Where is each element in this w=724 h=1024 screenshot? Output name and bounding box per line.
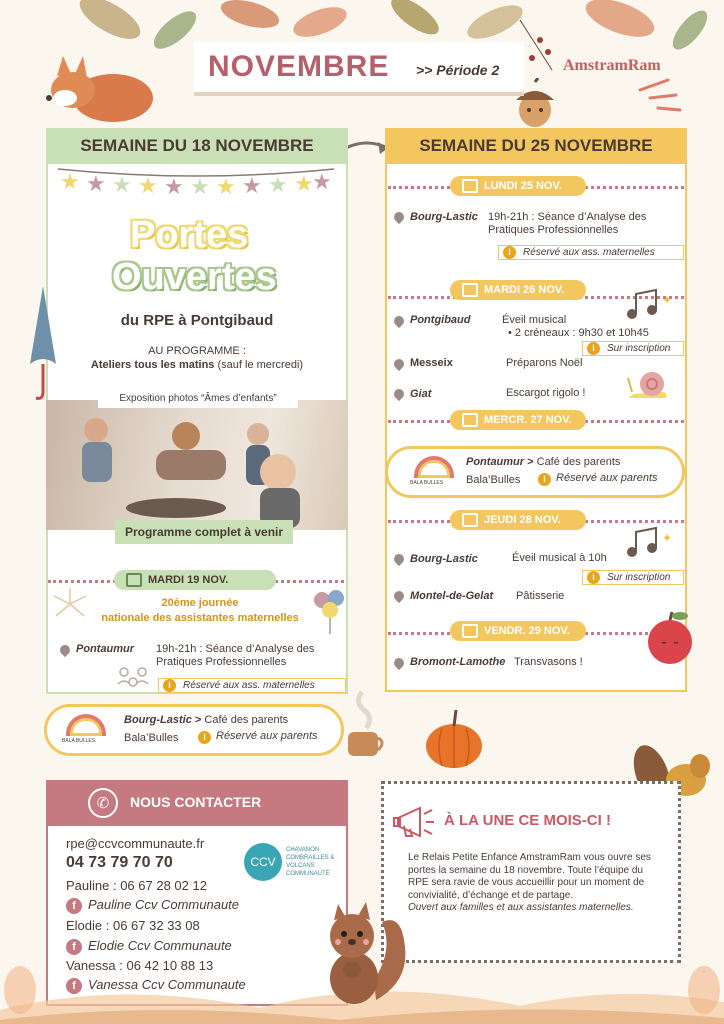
facebook-icon: f	[66, 939, 82, 955]
facebook-vanessa[interactable]: Vanessa Ccv Communaute	[88, 977, 246, 992]
location-montel-de-gelat: Montel-de-Gelat	[410, 590, 494, 602]
fox-illustration	[35, 50, 155, 130]
svg-text:✦: ✦	[662, 293, 673, 307]
location-bromont-lamothe: Bromont-Lamothe	[410, 656, 506, 668]
coffee-cup-illustration	[344, 688, 388, 764]
calendar-icon	[462, 413, 478, 427]
facebook-icon: f	[66, 898, 82, 914]
inscription-note	[582, 570, 684, 585]
star-garland-decoration	[56, 165, 336, 195]
a-la-une-title: À LA UNE CE MOIS-CI !	[444, 812, 611, 829]
location-bourg-lastic: Bourg-Lastic	[410, 553, 478, 565]
contact-title: NOUS CONTACTER	[130, 794, 262, 810]
note-text: Réservé aux ass. maternelles	[183, 680, 315, 691]
cafe-location: Pontaumur	[466, 456, 525, 468]
day-label: JEUDI 28 NOV.	[484, 514, 561, 526]
day-pill-vendredi-29	[450, 621, 586, 641]
week2-heading: SEMAINE DU 25 NOVEMBRE	[385, 128, 687, 164]
cafe-note-text: Réservé aux parents	[216, 730, 318, 742]
calendar-icon	[462, 179, 478, 193]
svg-text:★: ★	[164, 175, 184, 195]
event-description: 19h-21h : Séance d’Analyse des Pratiques Professionnelles	[488, 211, 647, 236]
music-notes-icon	[622, 524, 678, 562]
event-description: Escargot rigolo !	[506, 387, 586, 399]
a-la-une-italic: Ouvert aux familles et aux assistantes maternelles.	[408, 902, 634, 913]
squirrel-illustration	[316, 900, 412, 1008]
programme-label: AU PROGRAMME :	[148, 345, 246, 357]
location-pontaumur: Pontaumur	[76, 643, 135, 655]
page-title: NOVEMBRE	[208, 50, 390, 83]
pumpkin-illustration	[424, 704, 484, 770]
inscription-note	[582, 341, 684, 356]
cafe-note-text: Réservé aux parents	[556, 472, 658, 484]
a-la-une-text: Le Relais Petite Enfance AmstramRam vous ouvre ses portes la semaine du 18 novembre. Toute l’équipe du RPE sera ravie de vous accueillir pour un moment de convivialité, d’échange et de partage.	[408, 852, 651, 901]
location-bourg-lastic: Bourg-Lastic	[410, 211, 478, 223]
note-text: Sur inscription	[607, 343, 671, 354]
facebook-pauline[interactable]: Pauline Ccv Communaute	[88, 897, 240, 912]
event-description: 19h-21h : Séance d’Analyse des Pratiques Professionnelles	[156, 643, 315, 668]
svg-text:★: ★	[294, 172, 314, 195]
location-giat: Giat	[410, 388, 432, 400]
music-notes-icon	[622, 286, 678, 324]
cafe-arrow: >	[194, 714, 202, 726]
svg-text:★: ★	[216, 175, 236, 195]
day-label: LUNDI 25 NOV.	[484, 180, 562, 192]
svg-text:★: ★	[268, 173, 288, 195]
cafe-org: Bala’Bulles	[124, 732, 179, 744]
expo-label: Exposition photos “Âmes d’enfants”	[98, 390, 298, 408]
info-icon: i	[503, 246, 516, 259]
info-icon: i	[587, 571, 600, 584]
brand-logo: AmstramRam	[563, 57, 661, 74]
portes-ouvertes-subtitle: du RPE à Pontgibaud	[120, 312, 274, 329]
cafe-org: Bala’Bulles	[466, 474, 521, 486]
cafe-note	[534, 472, 658, 485]
info-icon: i	[163, 679, 176, 692]
note-text: Sur inscription	[607, 572, 671, 583]
ateliers-text: Ateliers tous les matins	[90, 359, 215, 371]
calendar-icon	[126, 573, 142, 587]
ccv-logo: CCV	[244, 843, 282, 881]
calendar-icon	[462, 624, 478, 638]
note-text: Réservé aux ass. maternelles	[523, 247, 655, 258]
day-pill-jeudi-28	[450, 510, 586, 530]
facebook-elodie[interactable]: Elodie Ccv Communaute	[88, 938, 232, 953]
svg-text:★: ★	[86, 172, 106, 195]
day-pill-mardi-26	[450, 280, 586, 300]
phone-icon: ✆	[88, 788, 118, 818]
programme-complet-banner: Programme complet à venir	[115, 520, 293, 544]
day-label: VENDR. 29 NOV.	[484, 625, 570, 637]
calendar-icon	[462, 513, 478, 527]
cafe-line1	[124, 714, 288, 727]
portes-ouvertes-line2: Ouvertes	[112, 256, 277, 298]
calendar-icon	[462, 283, 478, 297]
event-description: Pâtisserie	[516, 590, 565, 602]
journee-nationale-title	[60, 596, 340, 626]
day-pill-lundi-25	[450, 176, 586, 196]
week1-heading: SEMAINE DU 18 NOVEMBRE	[46, 128, 348, 164]
location-messeix: Messeix	[410, 357, 453, 369]
bala-bulles-logo-text: BALA BULLES	[410, 480, 444, 486]
svg-text:★: ★	[242, 174, 262, 195]
svg-text:✦: ✦	[662, 531, 673, 545]
a-la-une-body	[408, 852, 666, 915]
contact-elodie: Elodie : 06 67 32 33 08	[66, 918, 200, 933]
snail-illustration	[624, 368, 670, 404]
info-icon: i	[198, 731, 211, 744]
reserve-note	[158, 678, 346, 693]
svg-text:★: ★	[112, 173, 132, 195]
cafe-event: Café des parents	[204, 714, 289, 726]
ateliers-note: (sauf le mercredi)	[217, 359, 304, 371]
programme-text	[46, 344, 348, 372]
cafe-arrow: >	[527, 456, 534, 468]
bala-bulles-logo-text: BALA BULLES	[62, 738, 96, 744]
umbrella-illustration	[26, 284, 60, 404]
day-pill-mercredi-27	[450, 410, 586, 430]
day-label: MARDI 26 NOV.	[484, 284, 565, 296]
event-description: Éveil musical	[502, 314, 567, 326]
contact-email[interactable]: rpe@ccvcommunaute.fr	[66, 836, 205, 851]
photo-figures	[46, 400, 348, 530]
ccv-logo-text: CHAVANON COMBRAILLES & VOLCANS COMMUNAUTÉ	[286, 847, 335, 877]
event-detail-text: 2 créneaux : 9h30 et 10h45	[514, 327, 649, 339]
svg-text:★: ★	[190, 175, 210, 195]
event-detail: • 2 créneaux : 9h30 et 10h45	[508, 327, 649, 339]
event-description: Transvasons !	[514, 656, 583, 668]
svg-text:★: ★	[60, 170, 80, 195]
cafe-note	[194, 730, 318, 743]
group-icon	[116, 664, 150, 694]
cafe-event: Café des parents	[536, 456, 621, 468]
info-icon: i	[538, 473, 551, 486]
journee-line2: nationale des assistantes maternelles	[101, 612, 299, 624]
contact-pauline: Pauline : 06 67 28 02 12	[66, 878, 207, 893]
event-description: Éveil musical à 10h	[512, 552, 607, 564]
facebook-icon: f	[66, 978, 82, 994]
cafe-line1	[466, 456, 620, 469]
event-description: Préparons Noël	[506, 357, 583, 369]
info-icon: i	[587, 342, 600, 355]
svg-text:★: ★	[138, 174, 158, 195]
day-label: MERCR. 27 NOV.	[484, 414, 572, 426]
location-pontgibaud: Pontgibaud	[410, 314, 471, 326]
reserve-note	[498, 245, 684, 260]
period-label: >> Période 2	[416, 62, 500, 78]
journee-line1: 20ème journée	[161, 597, 239, 609]
day-pill-mardi-19	[114, 570, 276, 590]
megaphone-icon	[392, 802, 436, 842]
svg-text:★: ★	[312, 170, 332, 195]
children-photo	[46, 400, 348, 530]
contact-phone[interactable]: 04 73 79 70 70	[66, 854, 173, 871]
contact-vanessa: Vanessa : 06 42 10 88 13	[66, 958, 214, 973]
portes-ouvertes-line1: Portes	[130, 214, 249, 256]
day-label: MARDI 19 NOV.	[148, 574, 229, 586]
apple-illustration	[644, 610, 696, 666]
cafe-location: Bourg-Lastic	[124, 714, 192, 726]
